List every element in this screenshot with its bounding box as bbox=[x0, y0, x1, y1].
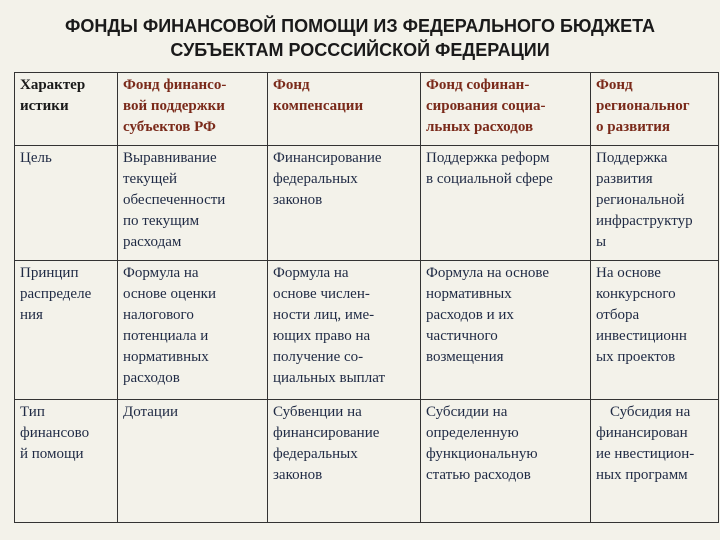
table-cell: Поддержка реформ в социальной сфере bbox=[421, 146, 591, 261]
table-cell: Субвенции на финансирование федеральных законов bbox=[268, 400, 421, 523]
table-cell: Формула на основе числен- ности лиц, име- ющих право на получение со- циальных выплат bbox=[268, 261, 421, 400]
table-cell: Субсидия на финансирован ие нвестицион- ных программ bbox=[591, 400, 719, 523]
header-cell-cofinancing-fund: Фонд софинан- сирования социа- льных расходов bbox=[421, 73, 591, 146]
row-label-goal: Цель bbox=[15, 146, 118, 261]
table-row-goal bbox=[15, 146, 719, 261]
table-cell: На основе конкурсного отбора инвестиционн ых проектов bbox=[591, 261, 719, 400]
table-cell: Формула на основе нормативных расходов и их частичного возмещения bbox=[421, 261, 591, 400]
table-cell: Финансирование федеральных законов bbox=[268, 146, 421, 261]
table-cell: Формула на основе оценки налогового потенциала и нормативных расходов bbox=[118, 261, 268, 400]
slide-title bbox=[0, 14, 720, 62]
table-row-distribution-principle bbox=[15, 261, 719, 400]
header-cell-characteristics: Характер истики bbox=[15, 73, 118, 146]
slide-title-line-1: ФОНДЫ ФИНАНСОВОЙ ПОМОЩИ ИЗ ФЕДЕРАЛЬНОГО БЮДЖЕТА bbox=[65, 16, 655, 36]
table-cell: Субсидии на определенную функциональную статью расходов bbox=[421, 400, 591, 523]
slide-title-line-2: СУБЪЕКТАМ РОСССИЙСКОЙ ФЕДЕРАЦИИ bbox=[170, 40, 550, 60]
row-label-distribution-principle: Принцип распределе ния bbox=[15, 261, 118, 400]
funds-table bbox=[14, 72, 719, 523]
table-row-assistance-type bbox=[15, 400, 719, 523]
header-cell-regional-development-fund: Фонд региональног о развития bbox=[591, 73, 719, 146]
table-cell: Поддержка развития региональной инфраструктур ы bbox=[591, 146, 719, 261]
header-cell-compensation-fund: Фонд компенсации bbox=[268, 73, 421, 146]
table-cell: Дотации bbox=[118, 400, 268, 523]
header-cell-financial-support-fund: Фонд финансо- вой поддержки субъектов РФ bbox=[118, 73, 268, 146]
table-cell: Выравнивание текущей обеспеченности по текущим расходам bbox=[118, 146, 268, 261]
table-header-row bbox=[15, 73, 719, 146]
row-label-assistance-type: Тип финансово й помощи bbox=[15, 400, 118, 523]
